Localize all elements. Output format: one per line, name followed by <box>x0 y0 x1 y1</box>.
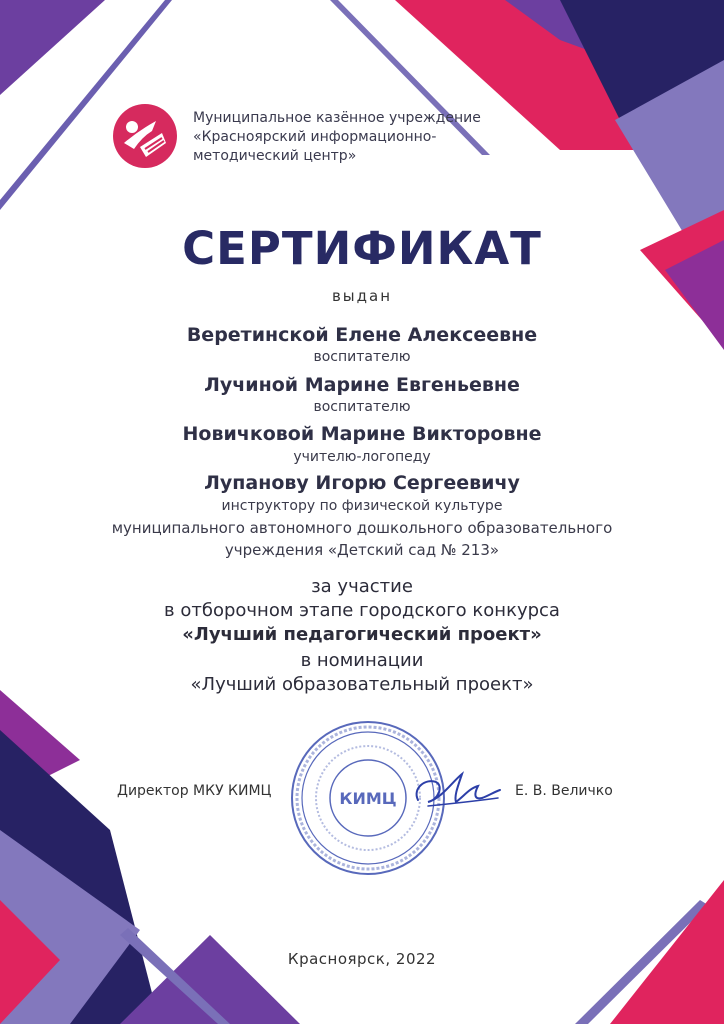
recipient-role: воспитателю <box>313 399 411 415</box>
top-left-purple-triangle <box>0 0 105 95</box>
nomination-label: в номинации <box>300 650 424 671</box>
issued-to-label: выдан <box>331 287 393 305</box>
recipient-name: Веретинской Елене Алексеевне <box>186 324 538 346</box>
recipient-role: учителю-логопеду <box>293 449 431 465</box>
kimc-logo <box>112 103 178 169</box>
signature-stroke <box>417 774 500 802</box>
certificate-title: СЕРТИФИКАТ <box>182 222 542 275</box>
signatory-name: Е. В. Величко <box>515 783 613 799</box>
place-and-year: Красноярск, 2022 <box>287 950 437 968</box>
stamp-center-text: КИМЦ <box>339 789 397 808</box>
nomination-title: «Лучший образовательный проект» <box>190 674 534 695</box>
recipient-name: Лупанову Игорю Сергеевичу <box>204 472 520 494</box>
signature-underline <box>428 798 498 806</box>
director-signature <box>408 760 503 815</box>
recipient-name: Новичковой Марине Викторовне <box>182 423 542 445</box>
logo-head <box>126 121 138 133</box>
institution-line-2: учреждения «Детский сад № 213» <box>224 541 500 559</box>
institution-line-1: муниципального автономного дошкольного образовательного <box>111 519 613 537</box>
recipient-role: воспитателю <box>313 349 411 365</box>
organization-line-1: Муниципальное казённое учреждение <box>193 110 481 126</box>
organization-line-3: методический центр» <box>193 148 357 164</box>
award-participation: за участие <box>311 576 413 597</box>
contest-title: «Лучший педагогический проект» <box>182 624 542 645</box>
organization-line-2: «Красноярский информационно- <box>193 129 437 145</box>
recipient-name: Лучиной Марине Евгеньевне <box>204 374 520 396</box>
recipient-role: инструктору по физической культуре <box>221 498 503 514</box>
signatory-position: Директор МКУ КИМЦ <box>117 783 272 799</box>
award-stage: в отборочном этапе городского конкурса <box>164 600 560 621</box>
